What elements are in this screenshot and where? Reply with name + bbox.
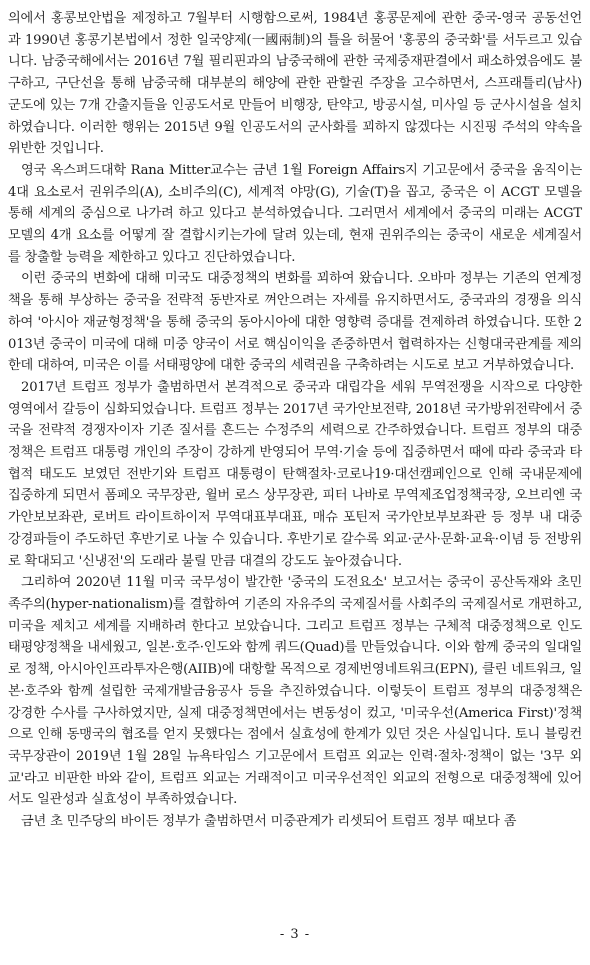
page-number: - 3 - <box>279 927 311 942</box>
paragraph-trump-policy: 2017년 트럼프 정부가 출범하면서 본격적으로 중국과 대립각을 세워 무역전쟁을 시작으로 다양한 영역에서 갈등이 심화되었습니다. 트럼프 정부는 2017년 국가안보전략, 2018년 국가방위전략에서 중국을 전략적 경쟁자이자 기존 질서를 흔드는 수정주의 세력으로 간주하였습니다. 트럼프 정부의 대중정책은 트럼프 대통령 개인의 주장이 강하게 반영되어 무역·기술 등에 집중하면서 때에 따라 중국과 타협적 태도도 보였던 전반기와 트럼프 대통령이 탄핵절차·코로나19·대선캠페인으로 인해 국내문제에 집중하게 되면서 폼페오 국무장관, 윌버 로스 상무장관, 피터 나바로 무역제조업정책국장, 오브리엔 국가안보보좌관, 로버트 라이트하이저 무역대표부대표, 매슈 포틴저 국가안보부보좌관 등 정부 내 대중 강경파들이 주도하던 후반기로 나눌 수 있습니다. 후반기로 갈수록 외교·군사·문화·교육·이념 등 전방위로 확대되고 '신냉전'의 도래라 불릴 만큼 대결의 강도도 높아졌습니다. <box>8 379 582 569</box>
paragraph-hong-kong-south-china-sea: 의에서 홍콩보안법을 제정하고 7월부터 시행함으로써, 1984년 홍콩문제에 관한 중국-영국 공동선언과 1990년 홍콩기본법에서 정한 일국양제(一國兩制)의 틀을 허물어 '홍콩의 중국화'를 서두르고 있습니다. 남중국해에서는 2016년 7월 필리핀과의 남중국해에 관한 국제중재판결에서 패소하였음에도 불구하고, 구단선을 통해 남중국해 대부분의 해양에 관한 관할권 주장을 고수하면서, 스프래틀리(남사) 군도에 있는 7개 간출지들을 인공도서로 만들어 비행장, 탄약고, 방공시설, 미사일 등 군사시설을 설치하였습니다. 이러한 행위는 2015년 9월 인공도서의 군사화를 꾀하지 않겠다는 시진핑 주석의 약속을 위반한 것입니다. <box>8 11 582 157</box>
paragraph-state-department-report: 그리하여 2020년 11월 미국 국무성이 발간한 '중국의 도전요소' 보고서는 중국이 공산독재와 초민족주의(hyper-nationalism)를 결합하여 기존의 자유주의 국제질서를 사회주의 국제질서로 개편하고, 미국을 제치고 세계를 지배하려 한다고 보았습니다. 그리고 트럼프 정부는 구체적 대중정책으로 인도태평양정책을 내세웠고, 일본·호주·인도와 함께 쿼드(Quad)를 만들었습니다. 이와 함께 중국의 일대일로 정책, 아시아인프라투자은행(AIIB)에 대항할 목적으로 경제번영네트워크(EPN), 클린 네트워크, 일본·호주와 함께 설립한 국제개발금융공사 등을 추진하였습니다. 이렇듯이 트럼프 정부의 대중정책은 강경한 수사를 구사하였지만, 실제 대중정책면에서는 변동성이 컸고, '미국우선(America First)'정책으로 인해 동맹국의 협조를 얻지 못했다는 점에서 실효성에 한계가 있던 것은 사실입니다. 토니 블링컨 국무장관이 2019년 1월 28일 뉴욕타임스 기고문에서 트럼프 외교는 인력·절차·정책이 없는 '3무 외교'라고 비판한 바와 같이, 트럼프 외교는 거래적이고 미국우선적인 외교의 전형으로 대중정책에 있어서도 일관성과 실효성이 부족하였습니다. <box>8 575 582 808</box>
paragraph-biden-administration: 금년 초 민주당의 바이든 정부가 출범하면서 미중관계가 리셋되어 트럼프 정부 때보다 좀 <box>21 814 517 830</box>
paragraph-rana-mitter-acgt: 영국 옥스퍼드대학 Rana Mitter교수는 금년 1월 Foreign Affairs지 기고문에서 중국을 움직이는 4대 요소로서 권위주의(A), 소비주의(C), 세계적 야망(G), 기술(T)을 꼽고, 중국은 이 ACGT 모델을 통해 세계의 중심으로 나가려 하고 있다고 분석하였습니다. 그러면서 세계에서 중국의 미래는 ACGT모델의 4개 요소를 어떻게 잘 결합시키는가에 달려 있는데, 현재 권위주의는 중국이 새로운 세계질서를 창출할 능력을 제한하고 있다고 진단하였습니다. <box>8 162 582 265</box>
paragraph-obama-policy: 이런 중국의 변화에 대해 미국도 대중정책의 변화를 꾀하여 왔습니다. 오바마 정부는 기존의 연계정책을 통해 부상하는 중국을 전략적 동반자로 껴안으려는 자세를 유지하면서도, 중국과의 경쟁을 의식하여 '아시아 재균형정책'을 통해 중국의 동아시아에 대한 영향력 증대를 견제하려 하였습니다. 또한 2013년 중국이 미국에 대해 미중 양국이 서로 핵심이익을 존중하면서 협력하자는 신형대국관계를 제의한데 대하여, 미국은 이를 서태평양에 대한 중국의 세력권을 구축하려는 시도로 보고 거부하였습니다. <box>8 271 582 374</box>
document-body <box>8 8 582 833</box>
